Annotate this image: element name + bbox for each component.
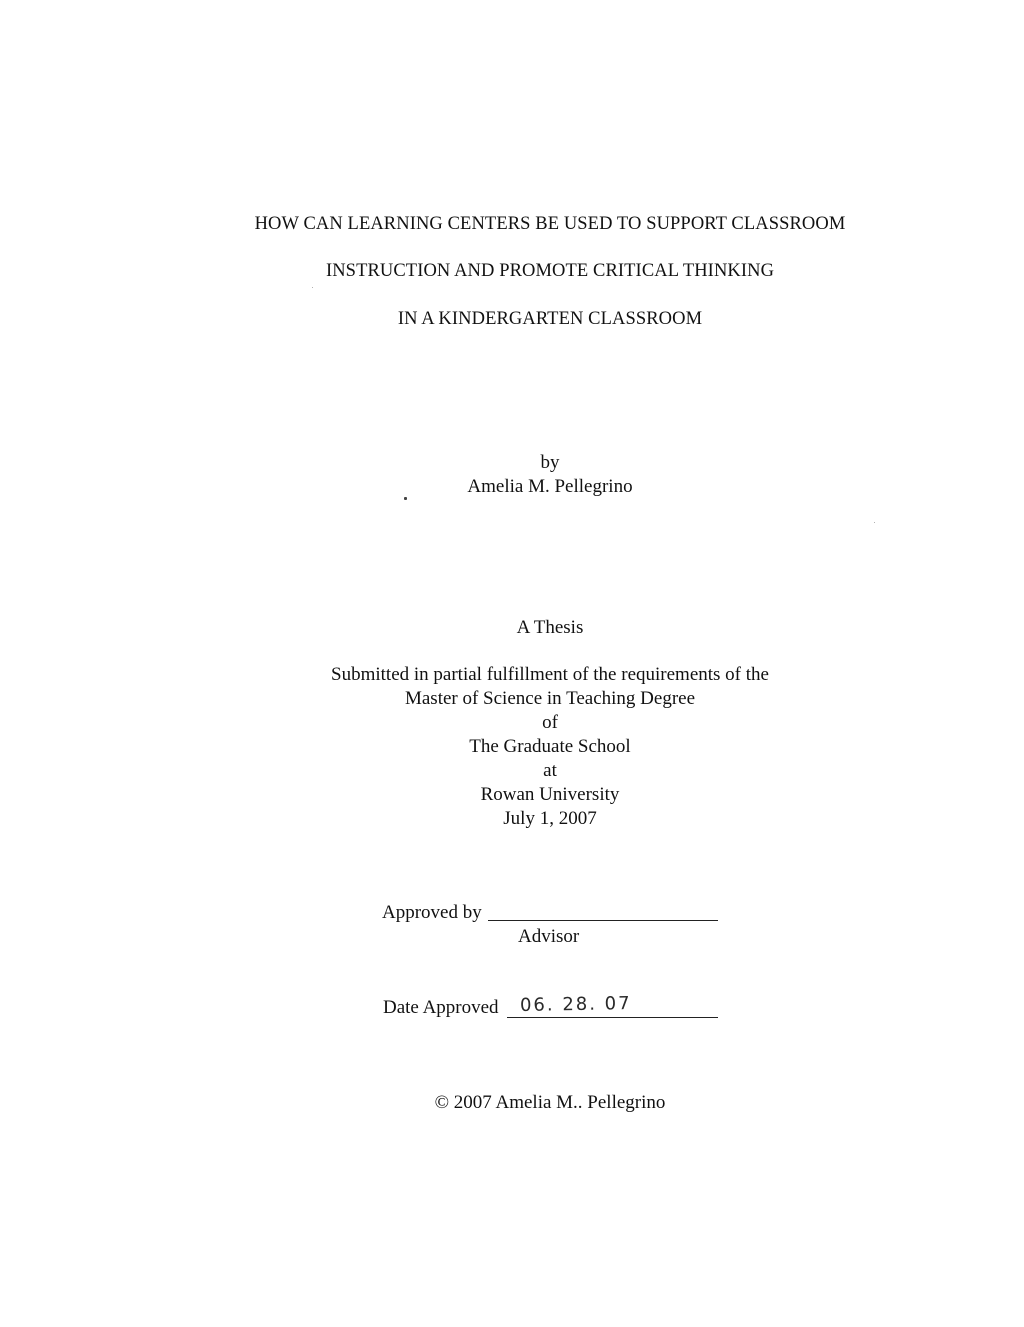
thesis-label: A Thesis [516,617,584,638]
by-label: by [540,452,560,473]
date-approved-label: Date Approved [383,997,499,1018]
scan-speck [404,497,407,500]
title-line-2: INSTRUCTION AND PROMOTE CRITICAL THINKING [325,261,775,281]
date-approved-line [507,1017,718,1018]
title-line-1: HOW CAN LEARNING CENTERS BE USED TO SUPPORT CLASSROOM [254,214,846,234]
submission-line-2: Master of Science in Teaching Degree [404,688,696,709]
title-line-3: IN A KINDERGARTEN CLASSROOM [397,309,703,329]
scan-speck [874,522,875,523]
advisor-label: Advisor [518,926,580,947]
scan-speck [312,287,313,288]
author-name: Amelia M. Pellegrino [467,476,633,497]
submission-line-6: Rowan University [480,784,620,805]
submission-line-3: of [542,712,558,733]
advisor-signature-line [488,920,718,921]
copyright-notice: © 2007 Amelia M.. Pellegrino [434,1092,666,1113]
handwritten-date: 06. 28. 07 [519,993,632,1016]
approved-by-label: Approved by [382,902,482,923]
submission-line-7: July 1, 2007 [503,808,597,829]
submission-line-5: at [543,760,557,781]
submission-line-4: The Graduate School [469,736,631,757]
submission-line-1: Submitted in partial fulfillment of the requirements of the [331,664,769,685]
